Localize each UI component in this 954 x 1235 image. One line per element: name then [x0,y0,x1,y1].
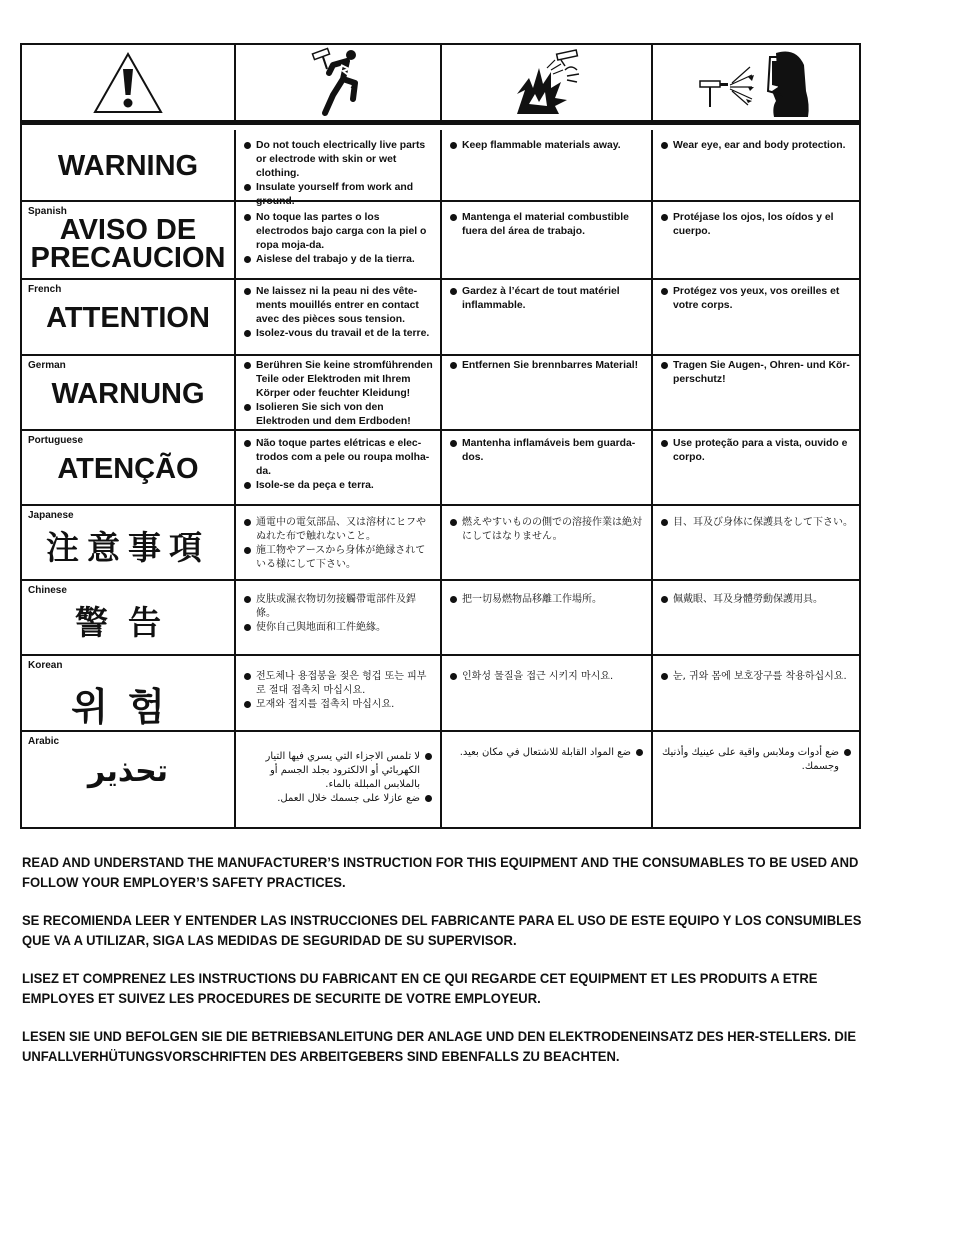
instruction-paragraph-french: LISEZ ET COMPRENEZ LES INSTRUCTIONS DU FABRICANT EN CE QUI REGARDE CET EQUIPMENT ET LES PRODUITS A ETRE EMPLOYES ET SUIVEZ LES PROCEDURES DE SECURITE DE VOTRE EMPLOYEUR. [22,970,818,1006]
instruction-paragraph-german: LESEN SIE UND BEFOLGEN SIE DIE BETRIEBSANLEITUNG DER ANLAGE UND DEN ELEKTRODENEINSATZ DES HER-STELLERS. DIE UNFALLVERHÜTUNGSVORSCHRIFTEN DES ARBEITGEBERS SIND EBENFALLS ZU BEACHTEN. [22,1028,857,1064]
bullet-item: 佩戴眼、耳及身體勞動保護用具。 [659,593,853,607]
electric-shock-icon [303,47,373,119]
protection-cell [651,732,859,827]
language-row-arabic [22,732,859,827]
fire-cell [440,130,651,200]
instruction-notes [22,852,862,1084]
warning-heading: تحذير [87,754,169,789]
language-row-spanish [22,202,859,280]
electric-shock-cell [234,656,440,730]
fire-cell [440,732,651,827]
language-label: Japanese [28,510,74,521]
electric-shock-cell [234,732,440,827]
language-row-french [22,280,859,356]
instruction-paragraph-english: READ AND UNDERSTAND THE MANUFACTURER’S INSTRUCTION FOR THIS EQUIPMENT AND THE CONSUMABLES TO BE USED AND FOLLOW YOUR EMPLOYER’S SAFETY PRACTICES. [22,854,859,890]
pictogram-cell [22,45,234,120]
language-label: Portuguese [28,435,84,446]
heading-cell [22,202,234,278]
electric-shock-cell [234,280,440,354]
bullet-item: Gardez à l’écart de tout matériel inflammable. [448,285,645,313]
language-label: Spanish [28,206,67,217]
protection-cell [651,202,859,278]
bullet-item: Não toque partes elétricas e elec-trodos com a pele ou roupa molha-da. [242,437,434,479]
bullet-item: 皮肤或濕衣物切勿接觸帶電部件及銲條。 [242,593,434,621]
bullet-item: 燃えやすいものの側での溶接作業は絶対にしてはなりません。 [448,516,645,544]
bullet-item: Keep flammable materials away. [448,139,645,153]
language-label: Korean [28,660,63,671]
bullet-item: ضع أدوات وملابس واقية على عينيك وأذنيك وجسمك. [659,746,853,774]
fire-cell [440,202,651,278]
protection-cell [651,130,859,200]
fire-cell [440,431,651,504]
electric-shock-cell [234,506,440,579]
heading-cell [22,656,234,730]
bullet-item: Aislese del trabajo y de la tierra. [242,253,434,267]
bullet-item: 目、耳及び身体に保護具をして下さい。 [659,516,853,530]
warning-heading: WARNUNG [51,378,205,410]
bullet-item: 인화성 물질을 접근 시키지 마시요. [448,670,645,684]
protection-cell [651,280,859,354]
bullet-item: ضع المواد القابلة للاشتعال في مكان بعيد. [448,746,645,760]
protection-cell [651,506,859,579]
electric-shock-cell [234,202,440,278]
bullet-item: Insulate yourself from work and ground. [242,181,434,209]
fire-cell [440,506,651,579]
warning-heading: ATTENTION [46,302,210,334]
electric-shock-cell [234,431,440,504]
pictogram-cell [234,45,440,120]
pictogram-cell [651,45,859,120]
bullet-item: 施工物やアースから身体が絶縁されている様にして下さい。 [242,544,434,572]
protection-cell [651,656,859,730]
bullet-item: Isolez-vous du travail et de la terre. [242,327,434,341]
warning-heading: AVISO DE PRECAUCION [30,214,226,274]
bullet-item: 把一切易燃物品移離工作場所。 [448,593,645,607]
bullet-item: 눈, 귀와 몸에 보호장구를 착용하십시요. [659,670,853,684]
bullet-item: Ne laissez ni la peau ni des vête-ments mouillés entrer en contact avec des pièces sous tension. [242,285,434,327]
bullet-item: No toque las partes o los electrodos bajo carga con la piel o ropa moja-da. [242,211,434,253]
fire-cell [440,656,651,730]
bullet-item: Wear eye, ear and body protection. [659,139,853,153]
language-label: French [28,284,62,295]
bullet-item: Protéjase los ojos, los oídos y el cuerpo. [659,211,853,239]
warning-heading: 注意事項 [46,528,210,567]
protection-cell [651,356,859,429]
language-label: German [28,360,66,371]
language-row-german [22,356,859,431]
bullet-item: Protégez vos yeux, vos oreilles et votre corps. [659,285,853,313]
warning-table [20,43,861,829]
heading-cell [22,732,234,827]
heading-cell [22,130,234,200]
bullet-item: 전도체나 용접봉을 젖은 헝겁 또는 피부로 절대 접촉치 마십시요. [242,670,434,698]
language-row-korean [22,656,859,732]
bullet-item: 通電中の電気部品、又は溶材にヒフやぬれた布で触れないこと。 [242,516,434,544]
bullet-item: Berühren Sie keine stromführenden Teile oder Elektroden mit Ihrem Körper oder feuchter Kleidung! [242,359,434,401]
fire-cell [440,280,651,354]
heading-cell [22,356,234,429]
fire-cell [440,356,651,429]
electric-shock-cell [234,581,440,654]
heading-cell [22,280,234,354]
warning-triangle-icon [92,51,164,115]
language-row-chinese [22,581,859,656]
language-row-portuguese [22,431,859,506]
warning-heading: 警告 [75,603,181,642]
bullet-item: ضع عازلا على جسمك خلال العمل. [242,792,434,806]
bullet-item: Do not touch electrically live parts or electrode with skin or wet clothing. [242,139,434,181]
bullet-item: Isolieren Sie sich von den Elektroden und dem Erdboden! [242,401,434,429]
heading-cell [22,506,234,579]
bullet-item: Isole-se da peça e terra. [242,479,434,493]
pictogram-row [22,45,859,125]
warning-heading: ATENÇÃO [57,453,199,485]
pictogram-cell [440,45,651,120]
bullet-item: Entfernen Sie brennbarres Material! [448,359,645,373]
bullet-item: 모재와 접지를 접촉치 마십시요. [242,698,434,712]
language-row-english [22,130,859,207]
heading-cell [22,431,234,504]
heading-cell [22,581,234,654]
bullet-item: Mantenha inflamáveis bem guarda-dos. [448,437,645,465]
bullet-item: Mantenga el material combustible fuera del área de trabajo. [448,211,645,239]
language-row-japanese [22,506,859,581]
warning-heading: WARNING [57,150,199,182]
protection-cell [651,431,859,504]
fire-explosion-icon [511,48,583,118]
fire-cell [440,581,651,654]
bullet-item: لا تلمس الاجزاء التي يسري فيها التيار الكهربائي أو الالكترود بجلد الجسم أو بالملابس المبللة بالماء. [242,750,434,792]
electric-shock-cell [234,356,440,429]
bullet-item: Use proteção para a vista, ouvido e corpo. [659,437,853,465]
face-shield-protection-icon [696,47,816,119]
language-label: Chinese [28,585,67,596]
bullet-item: 使你自己與地面和工件絶緣。 [242,621,434,635]
warning-heading: 위험 [71,685,185,729]
instruction-paragraph-spanish: SE RECOMIENDA LEER Y ENTENDER LAS INSTRUCCIONES DEL FABRICANTE PARA EL USO DE ESTE EQUIPO Y LOS CONSUMIBLES QUE VA A UTILIZAR, SIGA LAS MEDIDAS DE SEGURIDAD DE SU SUPERVISOR. [22,912,862,948]
protection-cell [651,581,859,654]
electric-shock-cell [234,130,440,207]
bullet-item: Tragen Sie Augen-, Ohren- und Kör-perschutz! [659,359,853,387]
language-label: Arabic [28,736,60,747]
